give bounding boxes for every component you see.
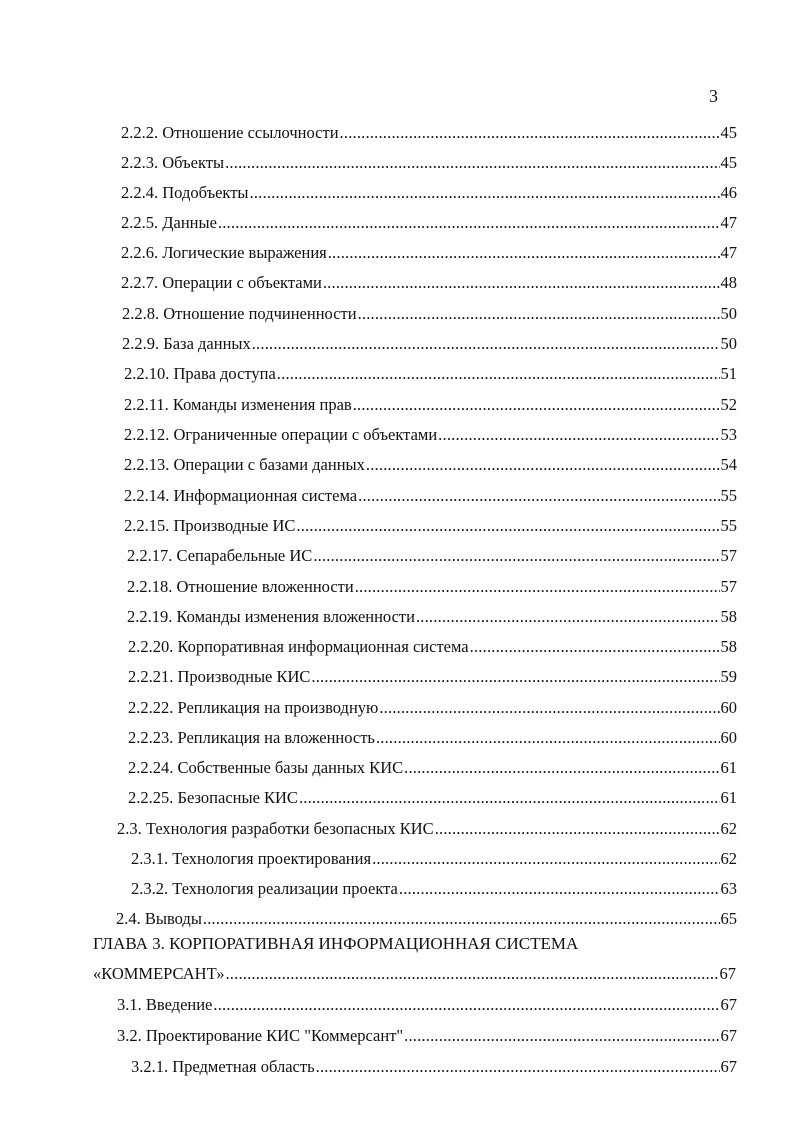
toc-entry-number: 2.2.23. [128,728,174,747]
chapter-3-continuation-row [93,964,736,984]
toc-entry-number: 2.2.19. [127,607,173,626]
dot-leader [399,879,720,899]
toc-page-number: 45 [720,153,737,172]
toc-entry [131,1057,737,1077]
toc-entry-title: Данные [162,213,217,232]
toc-entry [127,546,737,566]
toc-page-number: 45 [720,123,737,142]
toc-page-number: 51 [720,364,737,383]
toc-entry-number: 2.2.3. [121,153,159,172]
toc-entry-label [128,788,298,808]
toc-entry [128,698,737,718]
toc-entry-title: Безопасные КИС [177,788,298,807]
dot-leader [379,698,719,718]
toc-entry-number: 2.3.2. [131,879,169,898]
toc-entry-label [117,995,212,1015]
toc-entry-label [127,607,415,627]
toc-entry [117,1026,737,1046]
toc-entry [124,364,737,384]
toc-entry-number: 3.1. [117,995,142,1014]
toc-entry [117,819,737,839]
toc-entry-label [122,334,251,354]
toc-entry-title: Подобъекты [162,183,249,202]
toc-entry [124,486,737,506]
dot-leader [225,964,718,984]
toc-entry-number: 2.2.21. [128,667,174,686]
toc-page-number: 67 [720,995,737,1014]
toc-page-number: 52 [720,395,737,414]
toc-entry-number: 2.2.8. [122,304,160,323]
toc-entry-label [124,516,295,536]
toc-entry-label [127,577,354,597]
toc-entry [121,153,737,173]
toc-entry-number: 2.3.1. [131,849,169,868]
toc-entry-number: 2.2.15. [124,516,170,535]
dot-leader [299,788,720,808]
dot-leader [213,995,719,1015]
dot-leader [376,728,720,748]
toc-entry-label [124,395,352,415]
toc-entry-label [121,123,339,143]
toc-entry-title: Предметная область [172,1057,315,1076]
toc-entry-number: 2.2.18. [127,577,173,596]
toc-page-number: 47 [720,213,737,232]
toc-entry-title: Технология реализации проекта [172,879,398,898]
toc-entry [131,879,737,899]
toc-entry-title: База данных [163,334,251,353]
dot-leader [218,213,720,233]
toc-entry [124,425,737,445]
toc-entry-title: Ограниченные операции с объектами [173,425,438,444]
toc-entry-label [128,758,403,778]
toc-entry-label [124,486,357,506]
dot-leader [435,819,720,839]
toc-entry-number: 2.2.24. [128,758,174,777]
toc-entry [121,213,737,233]
dot-leader [250,183,720,203]
dot-leader [316,1057,720,1077]
toc-entry-label [117,819,434,839]
chapter-3-heading: ГЛАВА 3. КОРПОРАТИВНАЯ ИНФОРМАЦИОННАЯ СИСТЕМА [93,934,579,953]
toc-page-number: 46 [720,183,737,202]
dot-leader [358,304,720,324]
toc-page-number: 62 [720,849,737,868]
dot-leader [340,123,720,143]
toc-page-number: 59 [720,667,737,686]
toc-entry-number: 2.2.10. [124,364,170,383]
dot-leader [353,395,720,415]
toc-page-number: 67 [719,964,736,983]
toc-entry-title: Объекты [162,153,225,172]
toc-entry-number: 2.2.25. [128,788,174,807]
toc-entry-title: Производные КИС [177,667,311,686]
toc-entry-number: 2.2.4. [121,183,159,202]
toc-page-number: 60 [720,728,737,747]
toc-page-number: 58 [720,607,737,626]
toc-entry-number: 2.2.20. [128,637,174,656]
toc-entry-number: 2.2.6. [121,243,159,262]
toc-page-number: 54 [720,455,737,474]
dot-leader [311,667,719,687]
toc-entry [128,637,737,657]
dot-leader [404,758,719,778]
toc-page-number: 50 [720,304,737,323]
toc-entry-label [131,1057,315,1077]
toc-entry-title: Информационная система [173,486,358,505]
toc-entry-label [117,1026,403,1046]
toc-entry-label [124,425,437,445]
toc-entry-title: Выводы [144,909,202,928]
toc-entry-number: 2.3. [117,819,142,838]
toc-entry-title: Операции с базами данных [173,455,365,474]
toc-entry [122,334,737,354]
toc-page-number: 55 [720,486,737,505]
toc-entry-title: Производные ИС [173,516,296,535]
toc-entry-number: 2.2.2. [121,123,159,142]
toc-entry-title: Репликация на производную [177,698,379,717]
toc-entry [124,516,737,536]
toc-entry-title: Корпоративная информационная система [177,637,469,656]
toc-entry-label [116,909,202,929]
toc-entry [124,455,737,475]
toc-entry-label [128,728,375,748]
toc-entry-title: Отношение подчиненности [163,304,357,323]
toc-page-number: 47 [720,243,737,262]
toc-page-number: 57 [720,577,737,596]
toc-entry [128,667,737,687]
toc-entry-title: Команды изменения прав [172,395,352,414]
toc-page-number: 55 [720,516,737,535]
toc-entry-title: Логические выражения [162,243,327,262]
toc-entry [121,183,737,203]
dot-leader [203,909,720,929]
dot-leader [225,153,719,173]
toc-entry-title: Репликация на вложенность [177,728,375,747]
dot-leader [470,637,720,657]
toc-entry-title: Отношение вложенности [176,577,354,596]
dot-leader [372,849,719,869]
toc-page-number: 48 [720,273,737,292]
toc-page-number: 67 [720,1057,737,1076]
toc-page-number: 61 [720,758,737,777]
dot-leader [328,243,720,263]
toc-entry-label [124,364,276,384]
dot-leader [323,273,720,293]
toc-entry-number: 2.2.14. [124,486,170,505]
toc-entry-number: 2.4. [116,909,141,928]
toc-entry-number: 2.2.22. [128,698,174,717]
toc-entry-title: Проектирование КИС "Коммерсант" [145,1026,404,1045]
toc-entry-label [121,153,224,173]
toc-entry-number: 2.2.9. [122,334,160,353]
toc-page-number: 63 [720,879,737,898]
dot-leader [366,455,720,475]
toc-entry-label [124,455,365,475]
toc-entry [128,758,737,778]
page-number: 3 [709,86,718,106]
toc-entry [116,909,737,929]
toc-page-number: 67 [720,1026,737,1045]
toc-entry-title: Операции с объектами [162,273,322,292]
toc-entry-label [121,213,217,233]
toc-entry-label [122,304,357,324]
toc-entry [121,273,737,293]
toc-entry-label [131,849,371,869]
toc-entry [121,243,737,263]
toc-entry-label [128,667,310,687]
toc-entry-number: 2.2.13. [124,455,170,474]
toc-entry-title: Введение [145,995,213,1014]
toc-entry-number: 2.2.12. [124,425,170,444]
toc-entry-number: 2.2.5. [121,213,159,232]
dot-leader [296,516,719,536]
dot-leader [277,364,720,384]
dot-leader [416,607,720,627]
toc-entry-label [128,637,469,657]
toc-entry-label [121,183,249,203]
toc-page-number: 60 [720,698,737,717]
toc-entry-label [127,546,312,566]
toc-entry-title: Технология проектирования [172,849,372,868]
toc-page-number: 57 [720,546,737,565]
dot-leader [252,334,720,354]
toc-entry [127,577,737,597]
toc-entry-number: 2.2.11. [124,395,169,414]
dot-leader [438,425,719,445]
toc-page-number: 62 [720,819,737,838]
toc-entry-label [128,698,378,718]
toc-entry-number: 2.2.7. [121,273,159,292]
dot-leader [404,1026,719,1046]
toc-entry [117,995,737,1015]
dot-leader [358,486,719,506]
toc-entry [128,788,737,808]
dot-leader [355,577,720,597]
toc-entry [122,304,737,324]
toc-entry-title: Отношение ссылочности [162,123,339,142]
toc-entry-label [131,879,398,899]
toc-entry-title: Команды изменения вложенности [176,607,415,626]
toc-page-number: 53 [720,425,737,444]
toc-entry-label [121,243,327,263]
toc-page-number: 65 [720,909,737,928]
toc-entry [124,395,737,415]
toc-entry-title: Технология разработки безопасных КИС [145,819,434,838]
toc-entry [121,123,737,143]
toc-page-number: 58 [720,637,737,656]
dot-leader [313,546,719,566]
toc-entry-number: 3.2. [117,1026,142,1045]
toc-entry-label [121,273,322,293]
toc-entry-number: 2.2.17. [127,546,173,565]
toc-entry-title: Права доступа [173,364,276,383]
toc-entry [127,607,737,627]
toc-entry-number: 3.2.1. [131,1057,169,1076]
toc-entry [128,728,737,748]
toc-page-number: 61 [720,788,737,807]
toc-page-number: 50 [720,334,737,353]
chapter-3-continuation: «КОММЕРСАНТ» [93,964,225,983]
toc-entry-title: Собственные базы данных КИС [177,758,404,777]
toc-entry-title: Сепарабельные ИС [176,546,313,565]
toc-entry [131,849,737,869]
